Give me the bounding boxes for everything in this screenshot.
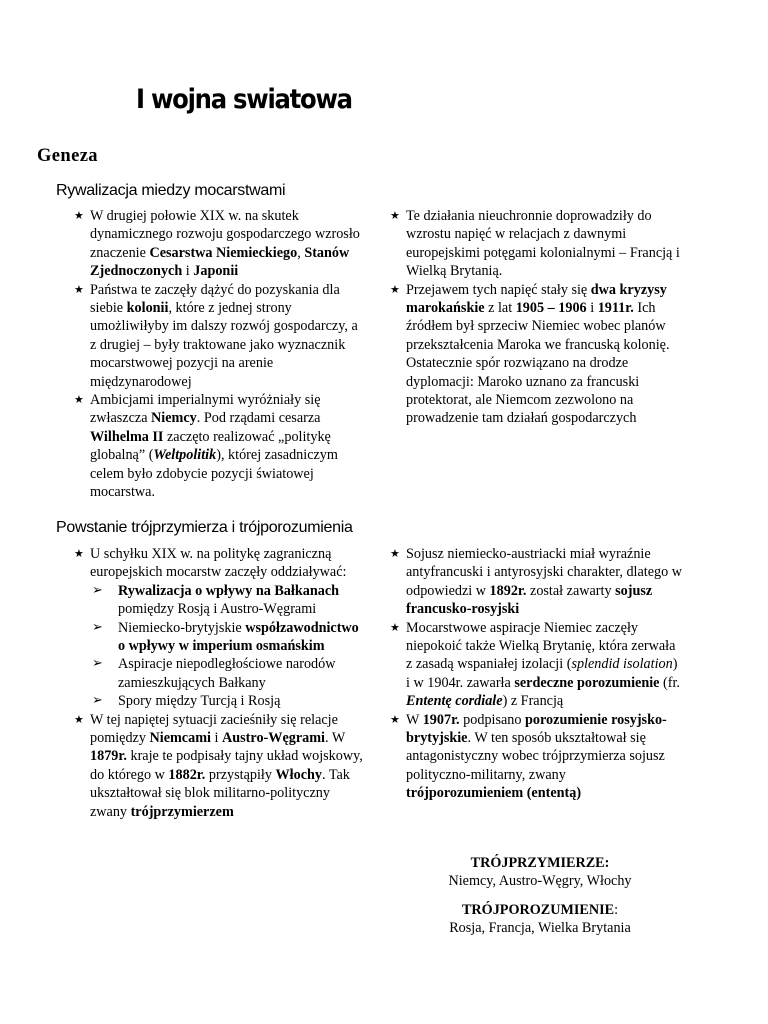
text-run: . W ten sposób ukształtował się antagonistyczny wobec trójprzymierza sojusz polityczno-militarny, zwany [406,730,665,783]
text-run: i [586,300,598,317]
summary-triple-entente [410,901,670,938]
text-run: został zawarty [526,582,616,599]
list-item [390,281,682,428]
text-run: Mocarstwowe aspiracje Niemiec zaczęły niepokoić także Wielką Brytanię, która zerwała z zasadą wspaniałej izolacji ( [406,619,676,673]
text-run: Państwa te zaczęły dążyć do pozyskania dla siebie [90,281,340,317]
rivalry-right-column [390,207,682,428]
alliances-right-column [390,545,682,803]
text-run: 1892r. [489,582,527,599]
text-run: przystąpiły [205,766,276,783]
list-item [74,281,364,391]
text-run: pomiędzy Rosją i Austro-Węgrami [118,601,317,618]
text-run: Przejawem tych napięć stały się [406,281,591,298]
text-run: Ambicjami imperialnymi wyróżniały się zwłaszcza [90,392,321,427]
sub-list-item [90,692,364,710]
text-run: 1911r. [597,300,634,317]
text-run: współzawodnictwo o wpływy w imperium osmańskim [118,619,359,655]
text-run: Spory między Turcją i Rosją [118,693,281,710]
list-item [74,545,364,711]
text-run: (fr. [659,674,680,691]
rivalry-left-column [74,207,364,502]
text-run: , [297,244,305,261]
text-run: U schyłku XIX w. na politykę zagraniczną europejskich mocarstw zaczęły oddziaływać: [90,546,347,581]
text-run: W tej napiętej sytuacji zacieśniły się relacje pomiędzy [90,711,338,747]
text-run: ) i w 1904r. zawarła [406,656,678,691]
page-title: I wojna swiatowa [136,84,352,115]
text-run: 1879r. [90,748,127,765]
subsection-heading-alliances: Powstanie trójprzymierza i trójporozumienia [56,519,353,536]
sub-list [90,582,364,711]
text-run: W [406,711,423,728]
bullet-list [74,207,364,502]
text-run: dwa kryzysy marokańskie [406,281,667,317]
text-run: Wilhelma II [90,428,164,445]
summary-members: Rosja, Francja, Wielka Brytania [449,920,631,937]
text-run: Ententę cordiale [406,693,503,710]
text-run: kraje te podpisały tajny układ wojskowy, do którego w [90,748,363,783]
text-run: z lat [484,300,516,317]
text-run: . Tak ukształtował się blok militarno-polityczny zwany [90,766,350,820]
text-run: 1907r. [422,711,460,728]
bullet-list [390,545,682,803]
list-item [390,207,682,281]
text-run: Aspiracje niepodległościowe narodów zamieszkujących Bałkany [118,656,336,691]
text-run: Sojusz niemiecko-austriacki miał wyraźnie antyfrancuski i antyrosyjski charakter, dlatego w odpowiedzi w [406,546,682,599]
text-run: Weltpolitik [153,447,217,464]
summary-label: TRÓJPOROZUMIENIE [461,902,615,918]
list-item [390,619,682,711]
text-run: Ich źródłem był sprzeciw Niemiec wobec planów przekształcenia Maroka we francuską kolonię. Ostatecznie spór rozwiązano na drodze dyplomacji: Maroko uznano za francuski protektorat, ale Niemcom zezwolono na prowadzenie tam działań gospodarczych [406,300,670,427]
text-run: serdeczne porozumienie [514,674,660,691]
summary-triple-alliance [410,854,670,891]
text-run: W drugiej połowie XIX w. na skutek dynamicznego rozwoju gospodarczego wzrosło znaczenie [90,208,360,261]
list-item [74,711,364,821]
text-run: porozumienie rosyjsko-brytyjskie [406,711,667,747]
bullet-list [74,545,364,821]
text-run: Rywalizacja o wpływy na Bałkanach [118,582,340,599]
text-run: podpisano [459,711,526,728]
text-run: 1882r. [168,766,206,783]
sub-list-item [90,619,364,656]
list-item [74,207,364,281]
text-run: . W [325,730,345,747]
list-item [390,711,682,803]
text-run: Stanów Zjednoczonych [90,244,350,280]
list-item [390,545,682,619]
text-run: Austro-Węgrami [222,730,325,747]
text-run: kolonii [126,300,169,317]
text-run: Niemcy [151,410,197,427]
text-run: , które z jednej strony umożliwiłyby im dalszy rozwój gospodarczy, a z drugiej – były traktowane jako wyznacznik mocarstwowej pozycji na arenie międzynarodowej [90,300,358,390]
alliances-left-column [74,545,364,821]
text-run: sojusz francusko-rosyjski [406,582,653,618]
text-run: i [210,730,223,747]
text-run: Niemcami [149,730,211,747]
text-run: Japonii [193,263,239,280]
sub-list-item [90,655,364,692]
list-item [74,391,364,501]
text-run: ), której zasadniczym celem było zdobycie pozycji światowej mocarstwa. [90,447,338,501]
text-run: Te działania nieuchronnie doprowadziły do wzrostu napięć w relacjach z dawnymi europejskimi potęgami kolonialnymi – Francją i Wielką Brytanią. [406,208,680,280]
text-run: 1905 – 1906 [515,300,587,317]
sub-list-item [90,582,364,619]
text-run: trójporozumieniem (ententą) [406,785,582,802]
text-run: trójprzymierzem [130,803,234,820]
text-run: . Pod rządami cesarza [196,410,321,427]
text-run: Włochy [275,766,322,783]
text-run: Cesarstwa Niemieckiego [149,244,298,261]
bullet-list [390,207,682,428]
text-run: ) z Francją [502,693,564,710]
summary-members: Niemcy, Austro-Węgry, Włochy [448,873,632,890]
summary-label: TRÓJPRZYMIERZE: [470,855,610,871]
text-run: zaczęto realizować „politykę globalną” ( [90,428,331,464]
summary-label-suffix: : [614,902,619,918]
text-run: splendid isolation [571,656,673,673]
text-run: i [182,263,194,280]
text-run: Niemiecko-brytyjskie [118,619,246,636]
section-heading: Geneza [37,146,98,166]
subsection-heading-rivalry: Rywalizacja miedzy mocarstwami [56,182,286,199]
